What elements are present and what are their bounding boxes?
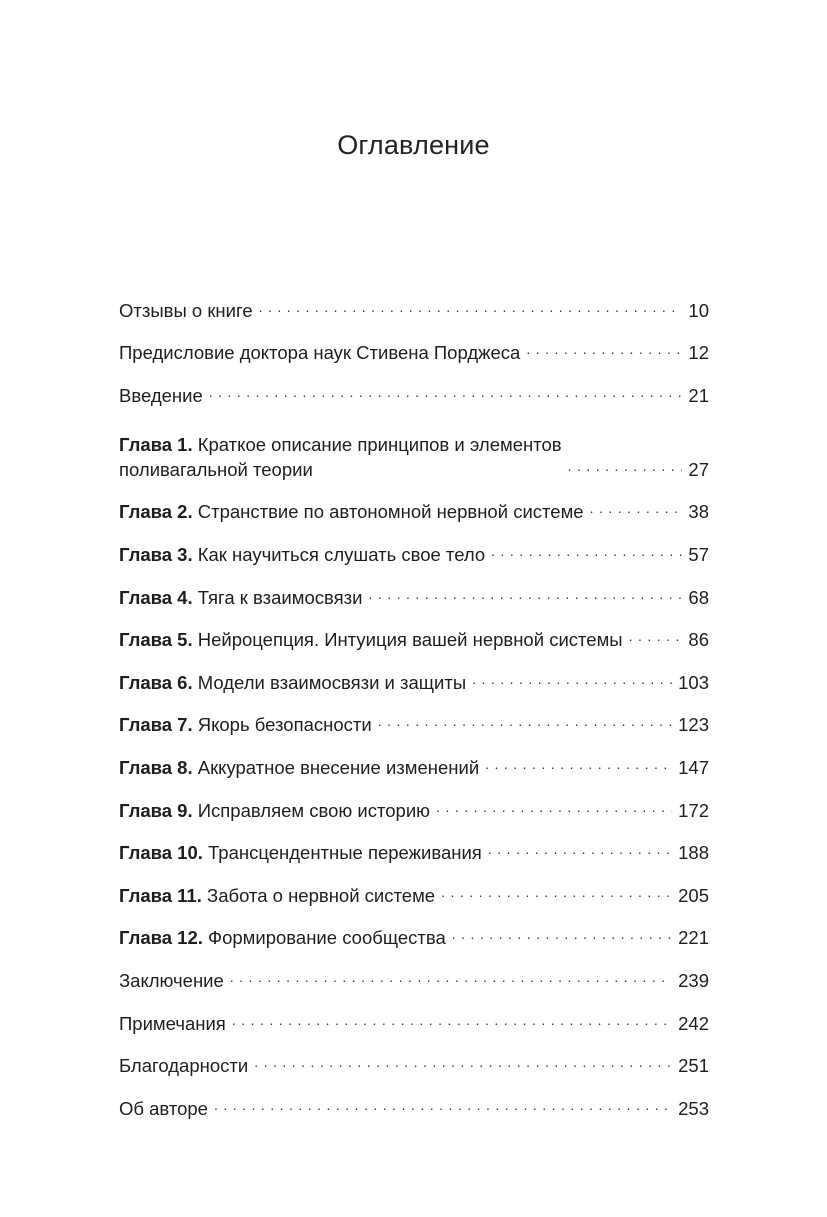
toc-entry-title — [119, 1096, 208, 1121]
toc-entry-label: Введение — [119, 384, 203, 406]
toc-page-number: 12 — [688, 342, 709, 364]
toc-chapter-number: Глава 5. — [119, 629, 193, 651]
toc-entry[interactable] — [119, 865, 709, 908]
toc-chapter-number: Глава 3. — [119, 543, 193, 565]
toc-chapter-number: Глава 12. — [119, 927, 203, 949]
toc-entry-title — [119, 883, 435, 908]
toc-page-number: 10 — [688, 299, 709, 321]
toc-dot-leader — [629, 636, 683, 648]
toc-entry-title — [119, 968, 224, 993]
toc-entry-label: Аккуратное внесение изменений — [197, 756, 480, 778]
toc-entry-label-continued: поливагальной теории — [119, 458, 313, 480]
toc-page-number: 86 — [688, 629, 709, 651]
toc-page-number: 38 — [688, 501, 709, 523]
toc-dot-leader — [590, 508, 683, 520]
toc-dot-leader — [230, 977, 672, 989]
toc-entry-label: Якорь безопасности — [197, 714, 372, 736]
toc-entry-title — [119, 585, 362, 610]
toc-entry-title — [119, 798, 430, 823]
toc-dot-leader — [491, 551, 682, 563]
toc-chapter-number: Глава 8. — [119, 756, 193, 778]
toc-dot-leader — [254, 1062, 672, 1074]
toc-dot-leader — [259, 307, 683, 319]
toc-entry-first-line — [119, 432, 562, 457]
toc-page-number: 147 — [678, 756, 709, 778]
toc-entry-label: Трансцендентные переживания — [208, 842, 482, 864]
toc-entry[interactable] — [119, 950, 709, 993]
toc-entry-label: Модели взаимосвязи и защиты — [197, 671, 467, 693]
toc-dot-leader — [568, 466, 683, 478]
toc-page-number: 103 — [678, 671, 709, 693]
toc-entry-title — [119, 712, 372, 737]
toc-page-number: 68 — [688, 586, 709, 608]
toc-entry-title — [119, 1011, 226, 1036]
toc-page-number: 242 — [678, 1012, 709, 1034]
toc-chapter-number: Глава 1. — [119, 433, 193, 455]
toc-entry-label: Краткое описание принципов и элементов — [197, 433, 562, 455]
toc-dot-leader — [488, 849, 672, 861]
toc-page-number: 27 — [688, 458, 709, 480]
toc-entry[interactable] — [119, 780, 709, 823]
toc-entry[interactable] — [119, 993, 709, 1036]
toc-page-number: 221 — [678, 927, 709, 949]
toc-entry-label: Предисловие доктора наук Стивена Порджеса — [119, 342, 521, 364]
toc-entry[interactable] — [119, 280, 709, 323]
toc-entry-label: Странствие по автономной нервной системе — [197, 501, 584, 523]
toc-entry[interactable] — [119, 1036, 709, 1079]
toc-entry-label: Забота о нервной системе — [207, 884, 436, 906]
toc-dot-leader — [472, 679, 672, 691]
toc-entry-title — [119, 432, 562, 482]
toc-dot-leader — [209, 392, 683, 404]
toc-entry[interactable] — [119, 408, 709, 482]
toc-entry-title — [119, 383, 203, 408]
toc-dot-leader — [378, 721, 672, 733]
toc-chapter-number: Глава 4. — [119, 586, 193, 608]
toc-entry-title — [119, 840, 482, 865]
toc-page-number: 239 — [678, 969, 709, 991]
toc-entry-title — [119, 1053, 248, 1078]
toc-entry[interactable] — [119, 524, 709, 567]
toc-page-number: 253 — [678, 1097, 709, 1119]
toc-entry-title — [119, 627, 623, 652]
toc-dot-leader — [485, 764, 672, 776]
toc-chapter-number: Глава 6. — [119, 671, 193, 693]
toc-page-number: 172 — [678, 799, 709, 821]
toc-page-number: 188 — [678, 842, 709, 864]
toc-page-number: 123 — [678, 714, 709, 736]
toc-entry-title — [119, 499, 584, 524]
toc-entry-label: Тяга к взаимосвязи — [197, 586, 363, 608]
toc-entry-label: Формирование сообщества — [208, 927, 446, 949]
toc-entry-label: Нейроцепция. Интуиция вашей нервной системы — [197, 629, 623, 651]
toc-entry-label: Как научиться слушать свое тело — [197, 543, 486, 565]
toc-entry[interactable] — [119, 908, 709, 951]
toc-dot-leader — [526, 349, 682, 361]
toc-entry-title — [119, 298, 253, 323]
page-title: Оглавление — [337, 130, 490, 161]
toc-page-number: 57 — [688, 543, 709, 565]
toc-entry[interactable] — [119, 695, 709, 738]
toc-chapter-number: Глава 7. — [119, 714, 193, 736]
toc-entry-title — [119, 670, 466, 695]
toc-entry[interactable] — [119, 610, 709, 653]
toc-dot-leader — [368, 594, 682, 606]
toc-page-number: 251 — [678, 1055, 709, 1077]
toc-entry[interactable] — [119, 1078, 709, 1121]
toc-chapter-number: Глава 11. — [119, 884, 202, 906]
toc-entry[interactable] — [119, 365, 709, 408]
toc-entry-title — [119, 755, 479, 780]
toc-entry[interactable] — [119, 323, 709, 366]
table-of-contents — [119, 280, 709, 1121]
toc-page-number: 205 — [678, 884, 709, 906]
toc-entry-title — [119, 542, 485, 567]
toc-entry[interactable] — [119, 823, 709, 866]
toc-chapter-number: Глава 9. — [119, 799, 193, 821]
toc-page-number: 21 — [688, 384, 709, 406]
toc-entry[interactable] — [119, 737, 709, 780]
toc-entry-label: Исправляем свою историю — [197, 799, 431, 821]
toc-chapter-number: Глава 10. — [119, 842, 203, 864]
toc-entry-label: Благодарности — [119, 1055, 249, 1077]
toc-entry[interactable] — [119, 652, 709, 695]
toc-entry-label: Отзывы о книге — [119, 299, 253, 321]
toc-entry-title — [119, 340, 520, 365]
toc-dot-leader — [436, 807, 672, 819]
toc-dot-leader — [452, 934, 672, 946]
toc-dot-leader — [214, 1105, 672, 1117]
toc-entry-title — [119, 925, 446, 950]
toc-entry-label: Заключение — [119, 969, 224, 991]
toc-entry[interactable] — [119, 482, 709, 525]
toc-dot-leader — [232, 1020, 672, 1032]
toc-entry[interactable] — [119, 567, 709, 610]
toc-dot-leader — [441, 892, 672, 904]
toc-entry-label: Примечания — [119, 1012, 226, 1034]
toc-chapter-number: Глава 2. — [119, 501, 193, 523]
toc-entry-label: Об авторе — [119, 1097, 208, 1119]
